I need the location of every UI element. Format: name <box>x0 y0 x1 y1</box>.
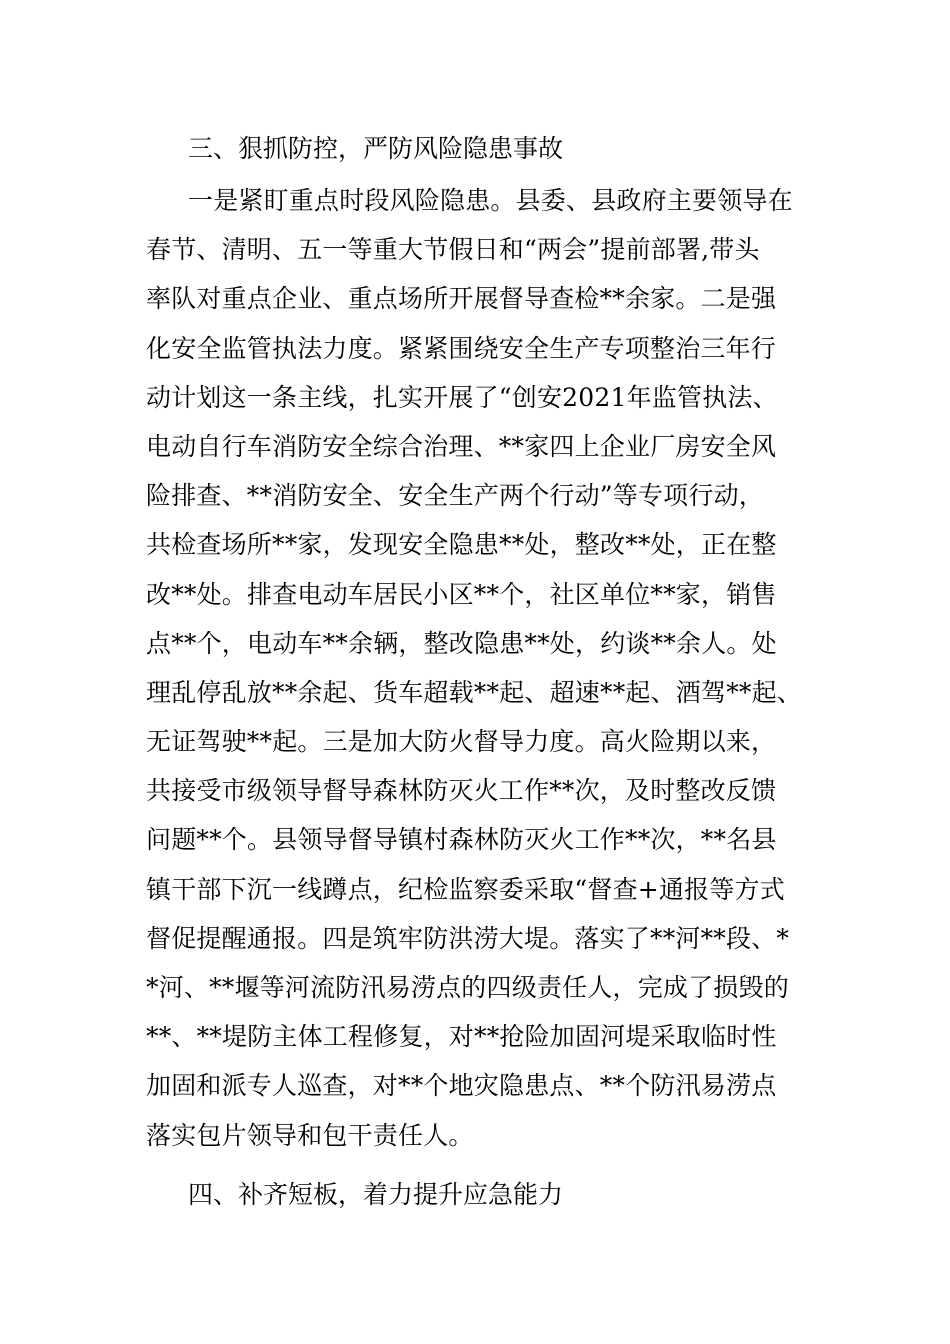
paragraph-line: 险排查、**消防安全、安全生产两个行动”等专项行动， <box>146 481 764 511</box>
paragraph-line: 化安全监管执法力度。紧紧围绕安全生产专项整治三年行 <box>146 333 777 363</box>
paragraph-line: 无证驾驶**起。三是加大防火督导力度。高火险期以来， <box>146 727 777 757</box>
paragraph-line: **、**堤防主体工程修复，对**抢险加固河堤采取临时性 <box>146 1022 777 1052</box>
paragraph-line: 问题**个。县领导督导镇村森林防灭火工作**次，**名县 <box>146 825 777 855</box>
paragraph-line: *河、**堰等河流防汛易涝点的四级责任人，完成了损毁的 <box>146 973 789 1002</box>
paragraph-line: 督促提醒通报。四是筑牢防洪涝大堤。落实了**河**段、* <box>146 923 790 953</box>
paragraph-line: 春节、清明、五一等重大节假日和“两会”提前部署,带头 <box>146 235 760 265</box>
paragraph-line: 落实包片领导和包干责任人。 <box>146 1120 474 1150</box>
paragraph-line: 镇干部下沉一线蹲点，纪检监察委采取“督查+通报等方式 <box>146 874 785 904</box>
paragraph-line: 率队对重点企业、重点场所开展督导查检**余家。二是强 <box>146 284 777 314</box>
section-paragraph <box>146 183 846 1167</box>
section-heading-4: 四、补齐短板，着力提升应急能力 <box>188 1180 564 1209</box>
paragraph-line: 一是紧盯重点时段风险隐患。县委、县政府主要领导在 <box>188 186 793 215</box>
paragraph-line: 改**处。排查电动车居民小区**个，社区单位**家，销售 <box>146 579 777 609</box>
paragraph-line: 加固和派专人巡查，对**个地灾隐患点、**个防汛易涝点 <box>146 1071 777 1101</box>
paragraph-line: 共接受市级领导督导森林防灭火工作**次，及时整改反馈 <box>146 776 777 806</box>
section-heading-3: 三、狠抓防控，严防风险隐患事故 <box>188 134 564 163</box>
paragraph-line: 共检查场所**家，发现安全隐患**处，整改**处，正在整 <box>146 530 777 560</box>
paragraph-line: 理乱停乱放**余起、货车超载**起、超速**起、酒驾**起、 <box>146 677 803 707</box>
paragraph-line: 电动自行车消防安全综合治理、**家四上企业厂房安全风 <box>146 431 777 461</box>
paragraph-line: 点**个，电动车**余辆，整改隐患**处，约谈**余人。处 <box>146 628 777 658</box>
paragraph-line: 动计划这一条主线，扎实开展了“创安2021年监管执法、 <box>146 382 778 412</box>
